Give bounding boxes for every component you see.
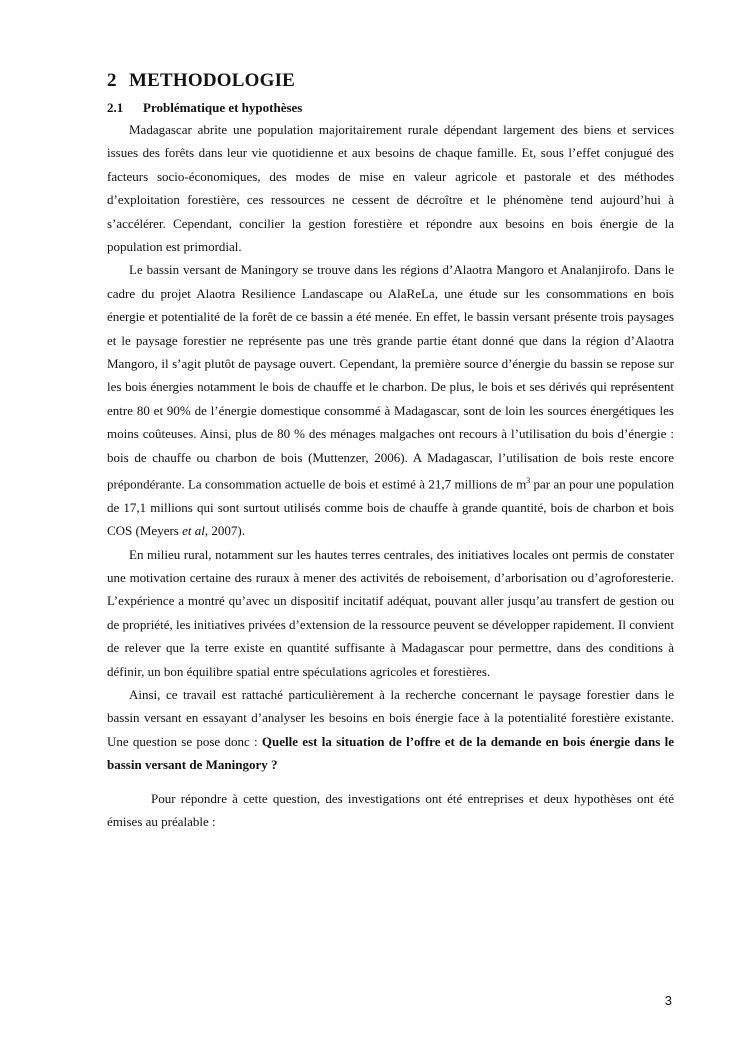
- paragraph-2-text: Le bassin versant de Maningory se trouve dans les régions d’Alaotra Mangoro et Analanjirofo. Dans le cadre du projet Alaotra Resilience Landascape ou AlaReLa, une étude sur les consommations en bois énergie et potentialité de la forêt de ce bassin a été menée. En effet, le bassin versant présente trois paysages et le paysage forestier ne représente pas une très grande partie étant donné que dans la région d’Alaotra Mangoro, il s’agit plutôt de paysage ouvert. Cependant, la première source d’énergie du bassin se repose sur les bois énergies notamment le bois de chauffe et le charbon. De plus, le bois et ses dérivés qui représentent entre 80 et 90% de l’énergie domestique consommé à Madagascar, sont de loin les sources énergétiques les moins coûteuses. Ainsi, plus de 80 % des ménages malgaches ont recours à l’utilisation du bois d’énergie : bois de chauffe ou charbon de bois (Muttenzer, 2006). A Madagascar, l’utilisation de bois reste encore prépondérante. La consommation actuelle de bois et estimé à 21,7 millions de m: [107, 262, 674, 492]
- paragraph-4: [107, 683, 674, 777]
- citation-et-al: et al: [182, 523, 205, 539]
- subsection-title: Problématique et hypothèses: [143, 100, 303, 115]
- paragraph-4-text: Ainsi, ce travail est rattaché particulièrement à la recherche concernant le paysage forestier dans le bassin versant en essayant d’analyser les besoins en bois énergie face à la potentialité forestière existante. Une question se pose donc :: [107, 687, 674, 749]
- section-title: METHODOLOGIE: [129, 70, 296, 91]
- section-heading: [107, 70, 295, 92]
- subsection-heading: [107, 100, 302, 116]
- section-number: 2: [107, 70, 117, 91]
- cubic-superscript: 3: [526, 476, 531, 486]
- paragraph-3: En milieu rural, notamment sur les hautes terres centrales, des initiatives locales ont permis de constater une motivation certaine des ruraux à mener des activités de reboisement, d’arborisation ou d’agroforesterie. L’expérience a montré qu’avec un dispositif incitatif adéquat, pouvant aller jusqu’au transfert de gestion ou de propriété, les initiatives privées d’extension de la ressource peuvent se développer rapidement. Il convient de relever que la terre existe en quantité suffisante à Madagascar pour permettre, dans des conditions à définir, un bon équilibre spatial entre spéculations agricoles et forestières.: [107, 546, 674, 679]
- body-text: [107, 118, 674, 834]
- paragraph-1: Madagascar abrite une population majoritairement rurale dépendant largement des biens et services issues des forêts dans leur vie quotidienne et aux besoins de chaque famille. Et, sous l’effet conjugué des facteurs socio-économiques, des modes de mise en valeur agricole et pastorale et des méthodes d’exploitation forestière, ces ressources ne cessent de décroître et le phénomène tend aujourd’hui à s’accélérer. Cependant, concilier la gestion forestière et répondre aux besoins en bois énergie de la population est primordial.: [107, 122, 674, 255]
- paragraph-2-continued: par an pour une population de 17,1 millions qui sont surtout utilisés comme bois de chauffe à grande quantité, bois de charbon et bois COS (Meyers: [107, 476, 674, 539]
- paragraph-2-end: , 2007).: [204, 523, 245, 539]
- page-number: 3: [664, 993, 672, 1008]
- paragraph-5: Pour répondre à cette question, des investigations ont été entreprises et deux hypothèses ont été émises au préalable :: [107, 790, 674, 830]
- subsection-number: 2.1: [107, 100, 124, 115]
- paragraph-2: [107, 258, 674, 542]
- research-question: Quelle est la situation de l’offre et de la demande en bois énergie dans le bassin versant de Maningory ?: [107, 733, 674, 773]
